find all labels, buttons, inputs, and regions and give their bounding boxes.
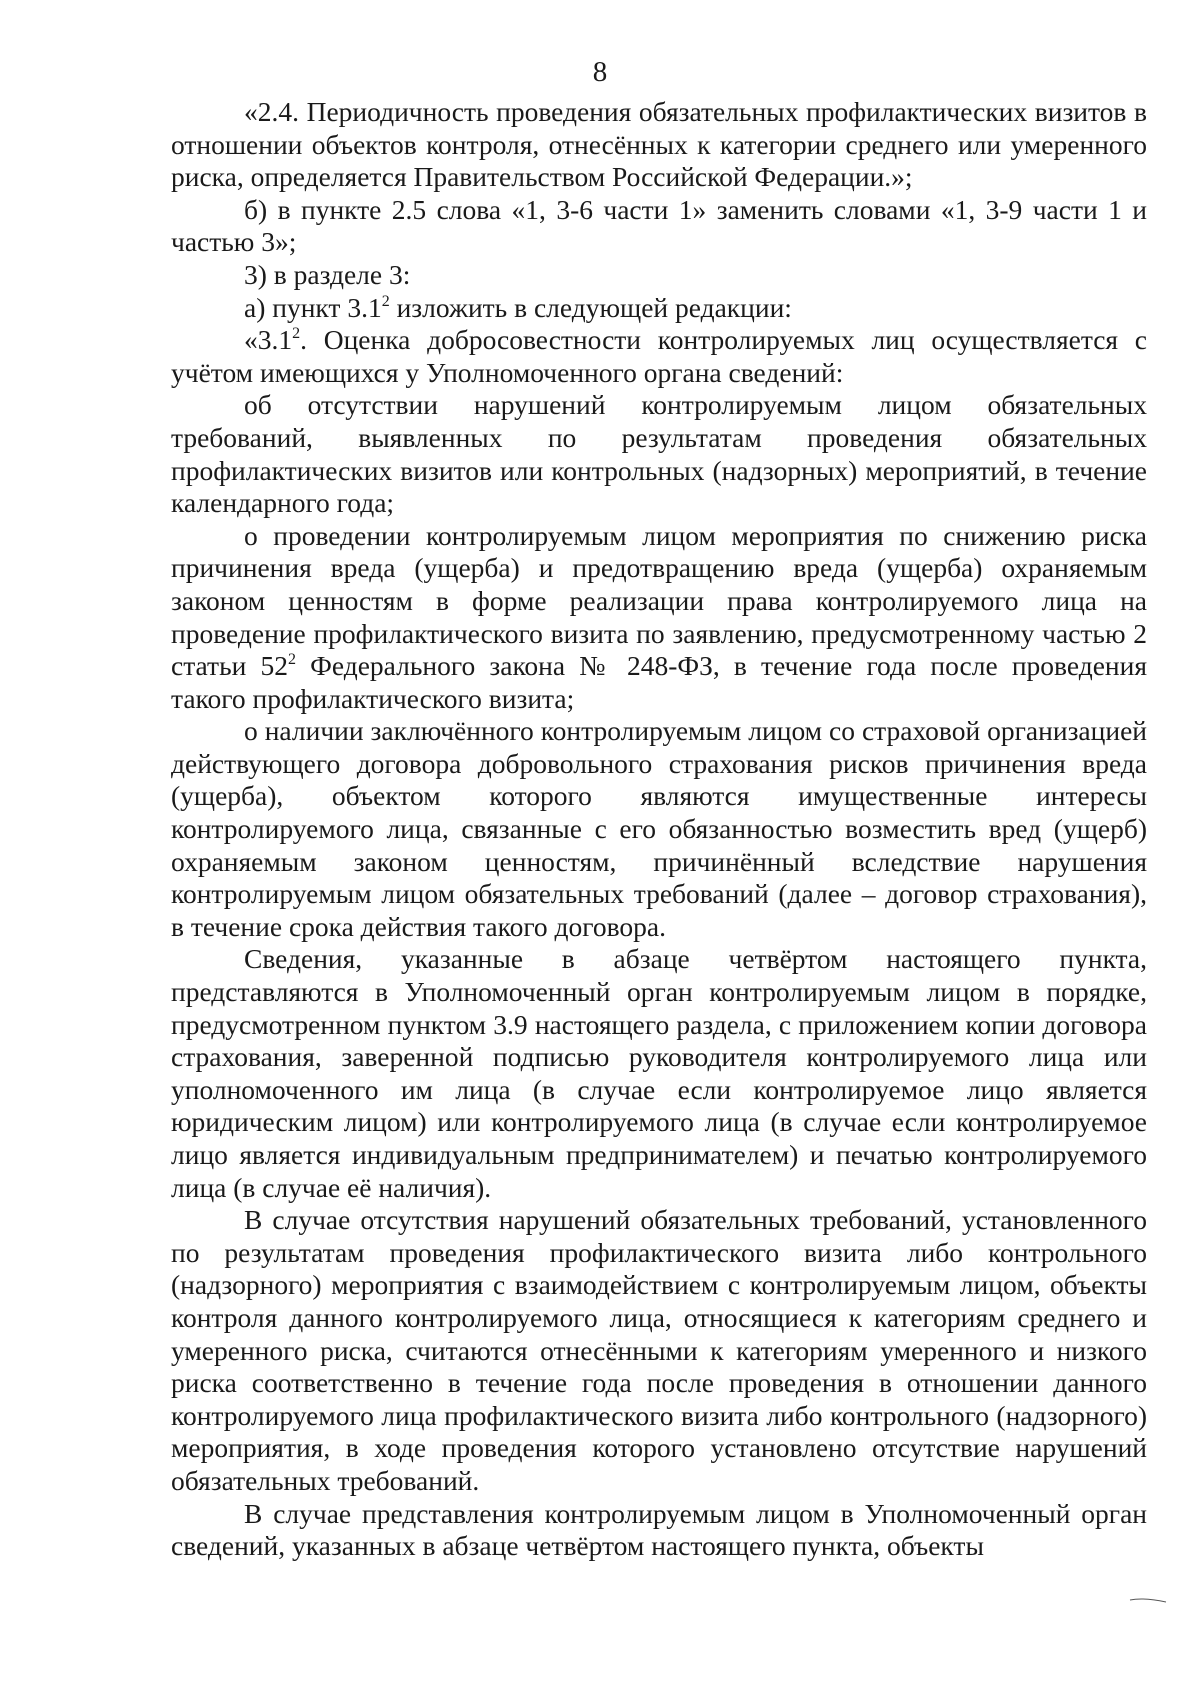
- document-body: [171, 96, 1147, 1563]
- paragraph-no-violations: об отсутствии нарушений контролируемым лицом обязательных требований, выявленных по результатам проведения обязательных профилактических визитов или контрольных (надзорных) мероприятий, в течение календарного года;: [171, 389, 1147, 519]
- text-fragment: а) пункт 3.1: [244, 291, 382, 323]
- paragraph-representation-continued: В случае представления контролируемым лицом в Уполномоченный орган сведений, указанных в абзаце четвёртом настоящего пункта, объекты: [171, 1497, 1147, 1562]
- text-fragment: изложить в следующей редакции:: [389, 291, 792, 323]
- superscript: 2: [288, 651, 296, 669]
- paragraph-3-1-2-evaluation: [171, 324, 1147, 389]
- paragraph-insurance-contract: о наличии заключённого контролируемым лицом со страховой организацией действующего договора добровольного страхования рисков причинения вреда (ущерба), объектом которого являются имущественные интересы контролируемого лица, связанные с его обязанностью возместить вред (ущерб) охраняемым законом ценностям, причинённый вследствие нарушения контролируемым лицом обязательных требований (далее – договор страхования), в течение срока действия такого договора.: [171, 715, 1147, 942]
- text-fragment: Федерального закона № 248-ФЗ, в течение года после проведения такого профилактического визита;: [171, 650, 1147, 714]
- paragraph-item-a: [171, 292, 1147, 325]
- text-fragment: «3.1: [244, 324, 293, 356]
- scan-artifact: [1128, 1596, 1168, 1604]
- page-number: 8: [592, 56, 608, 88]
- superscript: 2: [292, 325, 301, 343]
- paragraph-item-b: б) в пункте 2.5 слова «1, 3-6 части 1» заменить словами «1, 3-9 части 1 и частью 3»;: [171, 193, 1147, 258]
- paragraph-risk-reclassification: В случае отсутствия нарушений обязательных требований, установленного по результатам проведения профилактического визита либо контрольного (надзорного) мероприятия с взаимодействием с контролируемым лицом, объекты контроля данного контролируемого лица, относящиеся к категориям среднего и умеренного риска, считаются отнесёнными к категориям умеренного и низкого риска соответственно в течение года после проведения в отношении данного контролируемого лица профилактического визита либо контрольного (надзорного) мероприятия, в ходе проведения которого установлено отсутствие нарушений обязательных требований.: [171, 1204, 1147, 1496]
- paragraph-section-3: 3) в разделе 3:: [244, 258, 411, 290]
- text-fragment: о проведении контролируемым лицом мероприятия по снижению риска причинения вреда (ущерба) и предотвращению вреда (ущерба) охраняемым законом ценностям в форме реализации права контролируемого лица на проведение профилактического визита по заявлению, предусмотренному частью 2 статьи 52: [171, 519, 1147, 682]
- paragraph-submission-of-info: Сведения, указанные в абзаце четвёртом настоящего пункта, представляются в Уполномоченный орган контролируемым лицом в порядке, предусмотренном пунктом 3.9 настоящего раздела, с приложением копии договора страхования, заверенной подписью руководителя контролируемого лица или уполномоченного им лица (в случае если контролируемое лицо является юридическим лицом) или контролируемого лица (в случае если контролируемое лицо является индивидуальным предпринимателем) и печатью контролируемого лица (в случае её наличия).: [171, 943, 1147, 1203]
- paragraph-risk-reduction: [171, 520, 1147, 716]
- superscript: 2: [381, 292, 390, 310]
- paragraph-2-4-visit-frequency: «2.4. Периодичность проведения обязательных профилактических визитов в отношении объектов контроля, отнесённых к категории среднего или умеренного риска, определяется Правительством Российской Федерации.»;: [171, 96, 1147, 193]
- text-fragment: . Оценка добросовестности контролируемых лиц осуществляется с учётом имеющихся у Уполномоченного органа сведений:: [171, 324, 1147, 388]
